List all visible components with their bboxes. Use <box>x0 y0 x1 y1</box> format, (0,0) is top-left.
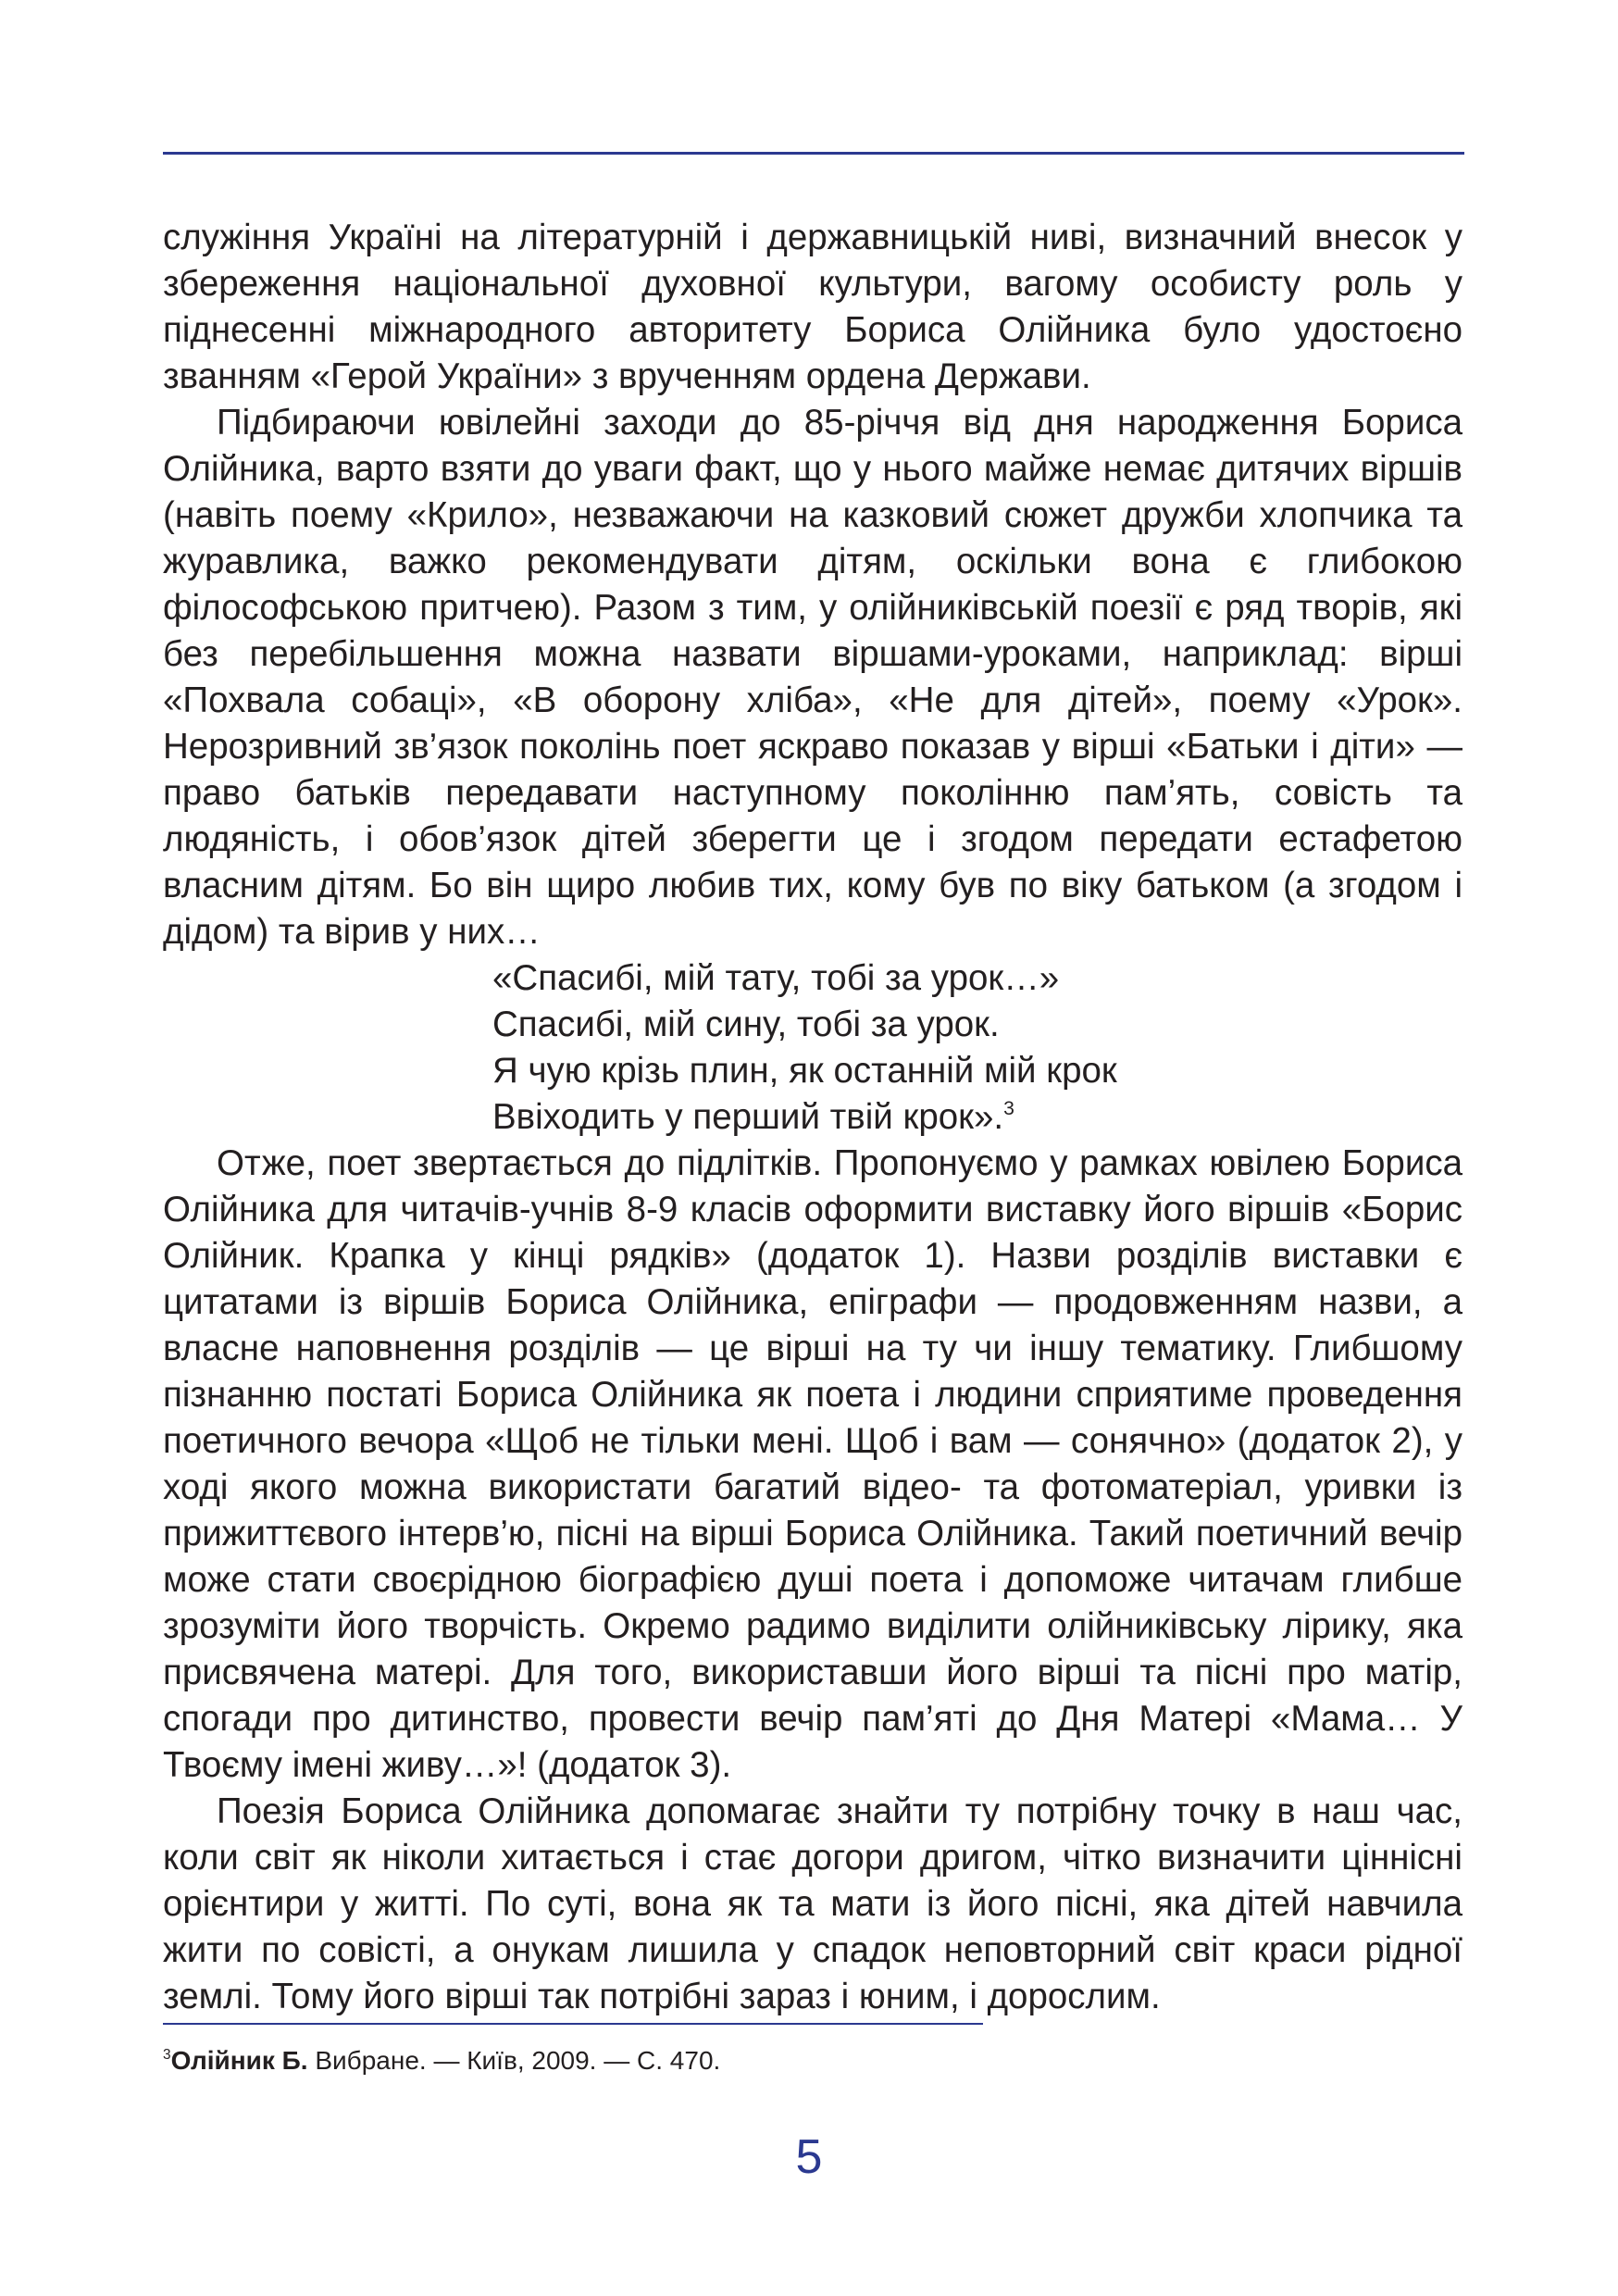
paragraph-3: Отже, поет звертається до підлітків. Пропонуємо у рамках ювілею Бориса Олійника для читачів-учнів 8-9 класів оформити виставку його віршів «Борис Олійник. Крапка у кінці рядків» (додаток 1). Назви розділів виставки є цитатами із віршів Бориса Олійника, епіграфи — продовженням назви, а власне наповнення розділів — це вірші на ту чи іншу тематику. Глибшому пізнанню постаті Бориса Олійника як поета і людини сприятиме проведення поетичного вечора «Щоб не тільки мені. Щоб і вам — сонячно» (додаток 2), у ході якого можна використати багатий відео- та фотоматеріал, уривки із прижиттєвого інтерв’ю, пісні на вірші Бориса Олійника. Такий поетичний вечір може стати своєрідною біографією душі поета і допоможе читачам глибше зрозуміти його творчість. Окремо радимо виділити олійниківську лірику, яка присвячена матері. Для того, використавши його вірші та пісні про матір, спогади про дитинство, провести вечір пам’яті до Дня Матері «Мама… У Твоєму імені живу…»! (додаток 3). <box>163 1143 1462 1785</box>
footnote-marker: 3 <box>163 2047 171 2064</box>
footnote-reference: 3 <box>1003 1098 1014 1120</box>
main-text <box>163 215 1462 2020</box>
verse-line-4 <box>492 1094 1462 1141</box>
verse-line-1: «Спасибі, мій тату, тобі за урок…» <box>492 958 1060 998</box>
page-number: 5 <box>795 2130 823 2184</box>
footnote-author: Олійник Б. <box>170 2046 308 2075</box>
header-rule <box>163 152 1464 155</box>
verse-line-4-text: Ввіходить у перший твій крок». <box>492 1097 1004 1137</box>
paragraph-1: служіння Україні на літературній і державницькій ниві, визначний внесок у збереження національної духовної культури, вагому особисту роль у піднесенні міжнародного авторитету Бориса Олійника було удостоєно званням «Герой України» з врученням ордена Держави. <box>163 218 1462 396</box>
footnote <box>163 2044 1366 2078</box>
paragraph-4: Поезія Бориса Олійника допомагає знайти ту потрібну точку в наш час, коли світ як ніколи хитається і стає догори дригом, чітко визначити ціннісні орієнтири у житті. По суті, вона як та мати із його пісні, яка дітей навчила жити по совісті, а онукам лишила у спадок неповторний світ краси рідної землі. Тому його вірші так потрібні зараз і юним, і дорослим. <box>163 1791 1462 2016</box>
verse-line-3: Я чую крізь плин, як останній мій крок <box>492 1051 1117 1091</box>
paragraph-2: Підбираючи ювілейні заходи до 85-річчя від дня народження Бориса Олійника, варто взяти до уваги факт, що у нього майже немає дитячих віршів (навіть поему «Крило», незважаючи на казковий сюжет дружби хлопчика та журавлика, важко рекомендувати дітям, оскільки вона є глибокою філософською притчею). Разом з тим, у олійниківській поезії є ряд творів, які без перебільшення можна назвати віршами-уроками, наприклад: вірші «Похвала собаці», «В оборону хліба», «Не для дітей», поему «Урок». Нерозривний зв’язок поколінь поет яскраво показав у вірші «Батьки і діти» — право батьків передавати наступному поколінню пам’ять, совість та людяність, і обов’язок дітей зберегти це і згодом передати естафетою власним дітям. Бо він щиро любив тих, кому був по віку батьком (а згодом і дідом) та вірив у них… <box>163 403 1462 952</box>
footnote-rule <box>163 2023 983 2025</box>
verse-quote <box>163 955 1462 1141</box>
verse-line-2: Спасибі, мій сину, тобі за урок. <box>492 1004 1000 1044</box>
footnote-text: Вибране. — Київ, 2009. — С. 470. <box>307 2046 721 2075</box>
